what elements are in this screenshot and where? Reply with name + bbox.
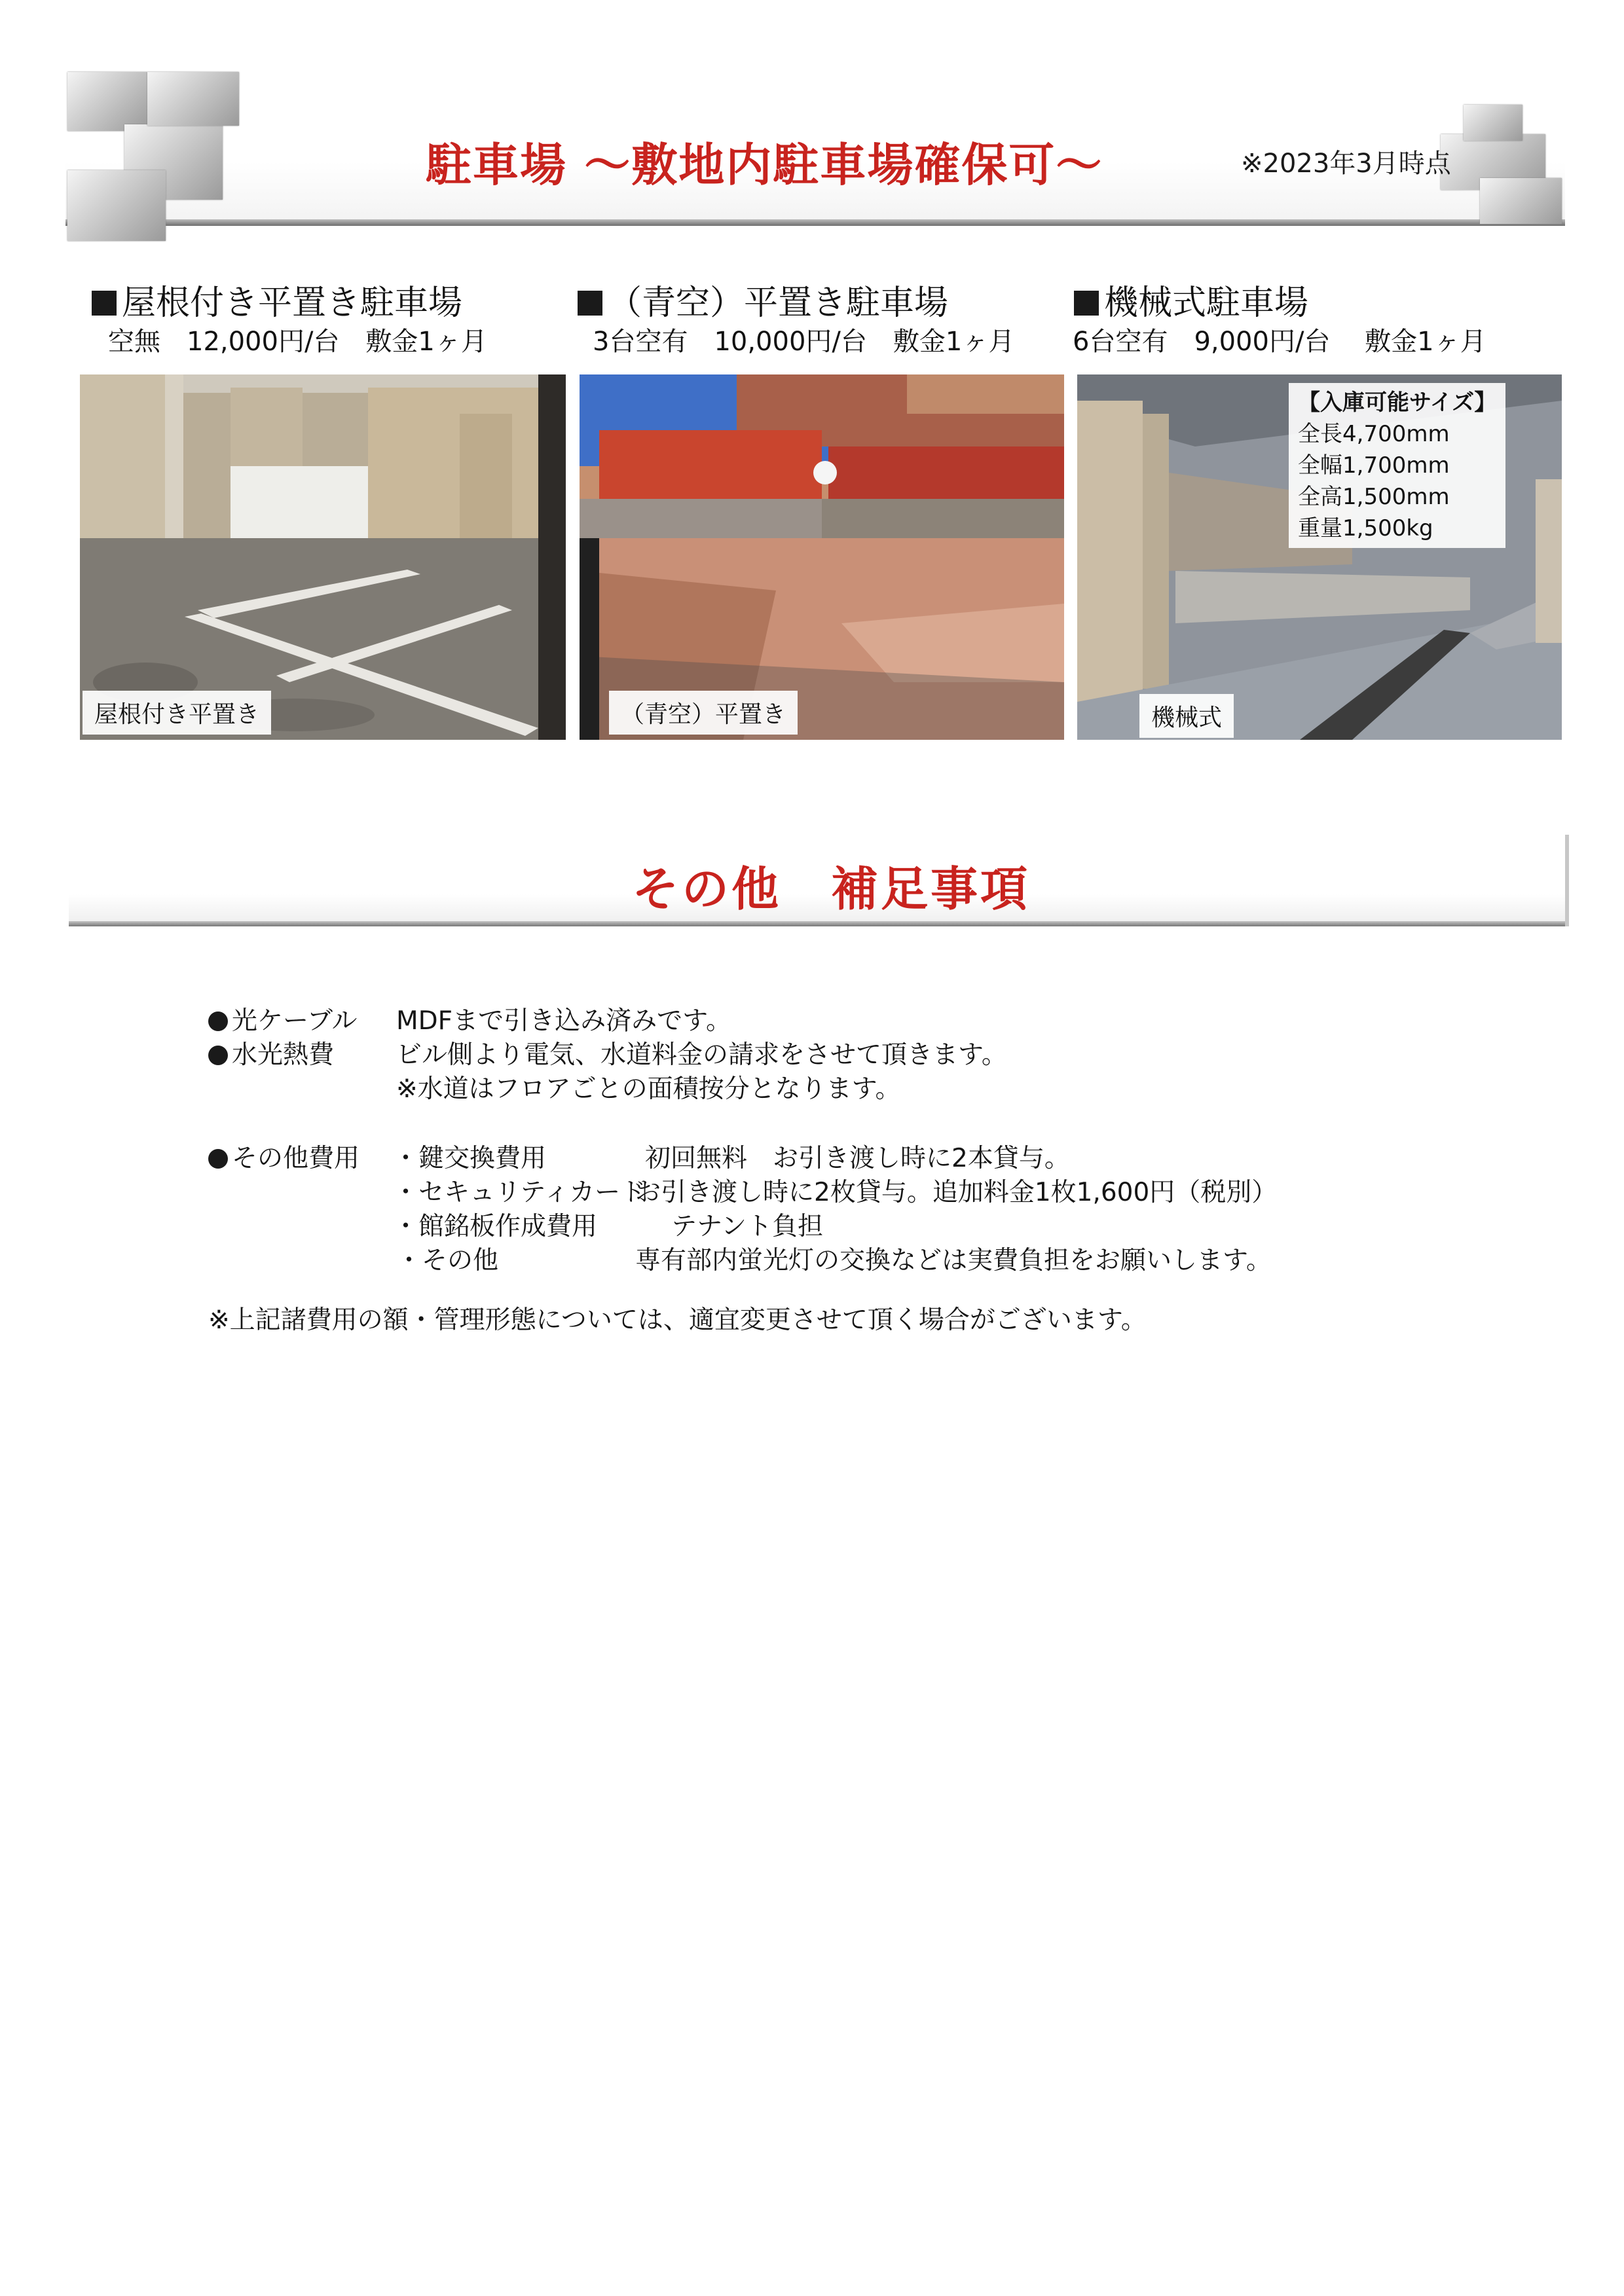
- decor-square: [147, 72, 239, 126]
- other-item-value: テナント負担: [671, 1212, 824, 1241]
- decor-square: [67, 72, 147, 131]
- note-other-label: その他費用: [208, 1138, 360, 1175]
- decor-square: [1480, 178, 1562, 224]
- other-item-label: ・セキュリティカード: [393, 1178, 646, 1207]
- note-utility-label: 水光熱費: [208, 1034, 334, 1071]
- section-title-supplement: その他 補足事項: [632, 862, 1031, 917]
- photo-open-parking: [580, 374, 1064, 740]
- other-item-value: お引き渡し時に2枚貸与。追加料金1枚1,600円（税別）: [635, 1178, 1278, 1207]
- photo-covered-parking: [80, 374, 566, 740]
- other-item-label: ・館銘板作成費用: [393, 1212, 598, 1241]
- note-utility-value: ビル側より電気、水道料金の請求をさせて頂きます。: [396, 1040, 1007, 1070]
- size-heading: 【入庫可能サイズ】: [1298, 390, 1497, 416]
- size-weight: 重量1,500kg: [1298, 515, 1433, 541]
- other-item-value: 初回無料 お引き渡し時に2本貸与。: [645, 1144, 1070, 1173]
- bullet-dot-icon: [208, 1149, 228, 1169]
- page-title: 駐車場 〜敷地内駐車場確保可〜: [426, 138, 1103, 192]
- photo-label-open: （青空）平置き: [609, 691, 798, 735]
- note-utility-water: ※水道はフロアごとの面積按分となります。: [396, 1074, 901, 1104]
- parking-title-open: （青空）平置き駐車場: [578, 275, 948, 324]
- size-width: 全幅1,700mm: [1298, 452, 1450, 479]
- parking-subtitle-mechanical: 6台空有 9,000円/台 敷金1ヶ月: [1073, 327, 1486, 357]
- size-height: 全高1,500mm: [1298, 484, 1450, 510]
- other-item-label: ・鍵交換費用: [393, 1144, 547, 1173]
- photo-label-covered: 屋根付き平置き: [83, 691, 271, 735]
- bullet-dot-icon: [208, 1046, 228, 1065]
- parking-title-mechanical: 機械式駐車場: [1074, 275, 1308, 324]
- bullet-dot-icon: [208, 1011, 228, 1031]
- note-fiber-label: 光ケーブル: [208, 1000, 358, 1037]
- decor-square: [1464, 105, 1522, 141]
- as-of-date: ※2023年3月時点: [1241, 149, 1451, 179]
- parking-title-covered: 屋根付き平置き駐車場: [92, 275, 462, 324]
- square-bullet-icon: [1074, 291, 1099, 316]
- size-limits-box: [1289, 383, 1505, 548]
- square-bullet-icon: [92, 291, 117, 316]
- disclaimer: ※上記諸費用の額・管理形態については、適宜変更させて頂く場合がございます。: [208, 1305, 1147, 1335]
- size-length: 全長4,700mm: [1298, 421, 1450, 447]
- note-fiber-value: MDFまで引き込み済みです。: [396, 1006, 731, 1036]
- parking-subtitle-covered: 空無 12,000円/台 敷金1ヶ月: [108, 327, 487, 357]
- square-bullet-icon: [578, 291, 602, 316]
- photo-label-mechanical: 機械式: [1139, 694, 1234, 738]
- banner-underline: [69, 921, 1565, 926]
- decor-square: [67, 170, 166, 241]
- other-item-label: ・その他: [396, 1246, 499, 1275]
- parking-subtitle-open: 3台空有 10,000円/台 敷金1ヶ月: [593, 327, 1015, 357]
- other-item-value: 専有部内蛍光灯の交換などは実費負担をお願いします。: [635, 1246, 1272, 1275]
- banner-underline: [65, 219, 1565, 226]
